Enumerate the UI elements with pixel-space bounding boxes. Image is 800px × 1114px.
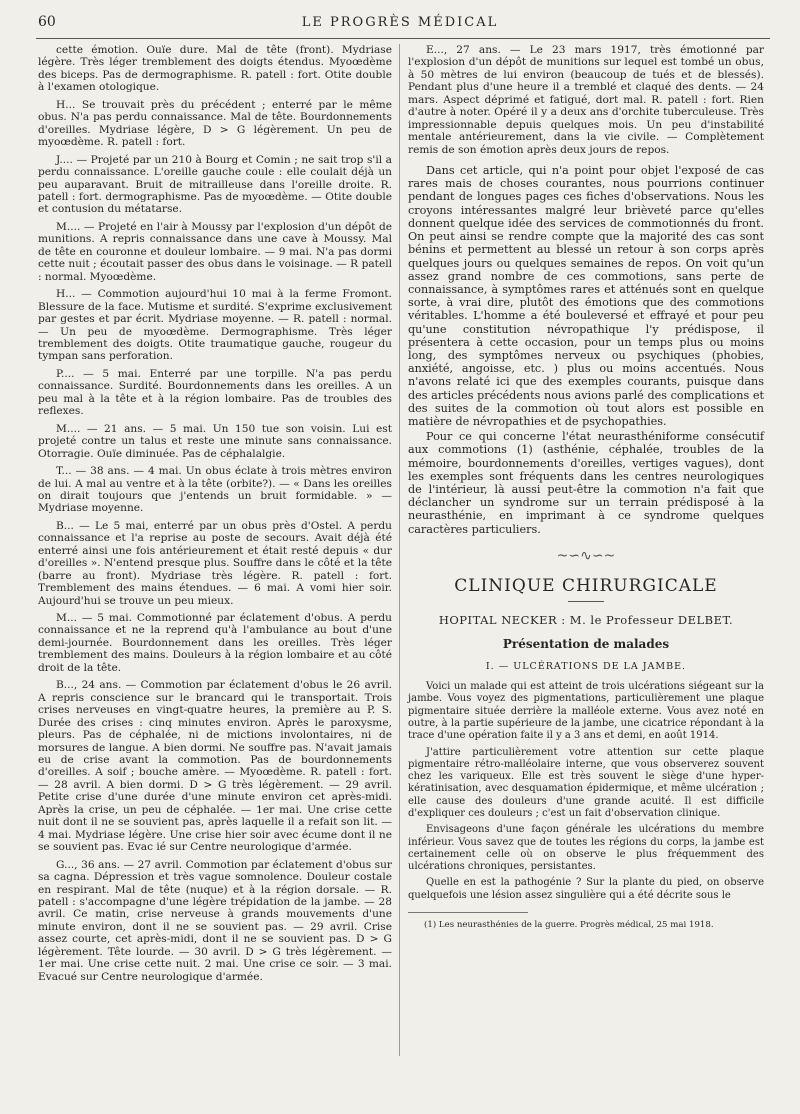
- page-number: 60: [38, 14, 56, 30]
- case-note: B..., 24 ans. — Commotion par éclatement d'obus le 26 avril. A repris conscience sur le brancard qui le transportait. Trois crises nerveuses en vingt-quatre heures, la première au P. S. Durée des crises : cinq minutes environ. Après le paroxysme, pleurs. Pas de céphalée, ni de mictions involontaires, ni de morsures de langue. A bien dormi. Ne souffre pas. N'avait jamais eu de crise avant la commotion. Pas de bourdonnements d'oreilles. A soif ; bouche amère. — Myoœdème. R. patell : fort. — 28 avril. A bien dormi. D > G très légèrement. — 29 avril. Petite crise d'une durée d'une minute environ cet après-midi. Après la crise, un peu de céphalée. — 1er mai. Une crise cette nuit dont il ne se souvient pas, après laquelle il a refait son lit. — 4 mai. Mydriase légère. Une crise hier soir avec écume dont il ne se souvient pas. Evac ié sur Centre neurologique d'armée.: [38, 679, 392, 854]
- case-note: M.... — Projeté en l'air à Moussy par l'explosion d'un dépôt de munitions. A repris connaissance dans une cave à Moussy. Mal de tête en couronne et douleur lombaire. — 9 mai. N'a pas dormi cette nuit ; écoutait passer des obus dans le voisinage. — R patell : normal. Myoœdème.: [38, 220, 392, 283]
- case-note: cette émotion. Ouïe dure. Mal de tête (front). Mydriase légère. Très léger tremblement des doigts étendus. Myoœdème des biceps. Pas de dermographisme. R. patell : fort. Otite double à l'examen otologique.: [38, 44, 392, 94]
- lecture-paragraph: Envisageons d'une façon générale les ulcérations du membre inférieur. Vous savez que de toutes les régions du corps, la jambe est certainement celle où on observe le plus fréquemment des ulcérations chroniques, persistantes.: [408, 824, 764, 873]
- subtitle: Présentation de malades: [502, 637, 670, 652]
- case-note: G..., 36 ans. — 27 avril. Commotion par éclatement d'obus sur sa cagna. Dépression et très vague somnolence. Douleur costale en respirant. Mal de tête (nuque) et à la région dorsale. — R. patell : s'accompagne d'une légère trépidation de la jambe. — 28 avril. Ce matin, crise nerveuse à grands mouvements d'une minute environ, dont il ne se souvient pas. — 29 avril. Crise assez courte, cet après-midi, dont il ne se souvient pas. D > G légèrement. Tête lourde. — 30 avril. D > G très légèrement. — 1er mai. Une crise cette nuit. 2 mai. Une crise ce soir. — 3 mai. Evacué sur Centre neurologique d'armée.: [38, 858, 392, 983]
- lecture-paragraph: J'attire particulièrement votre attention sur cette plaque pigmentaire rétro-malléolaire interne, que vous observerez souvent chez les variqueux. Elle est très souvent le siège d'une hyper-kératinisation, avec desquamation épidermique, et même ulcération ; elle cause des douleurs d'une grande acuité. Il est difficile d'expliquer ces douleurs ; c'est un fait d'observation clinique.: [408, 746, 764, 819]
- article-paragraph: Pour ce qui concerne l'état neurasthéniforme consécutif aux commotions (1) (asthénie, céphalée, troubles de la mémoire, bourdonnements d'oreilles, vertiges vagues), dont les exemples sont fréquents dans les centres neurologiques de l'intérieur, là aussi peut-être la commotion n'a fait que déclancher un syndrome sur un terrain prédisposé à la neurasthénie, en imprimant à ce syndrome quelques caractères particuliers.: [408, 430, 764, 536]
- case-note: M.... — 21 ans. — 5 mai. Un 150 tue son voisin. Lui est projeté contre un talus et reste une minute sans connaissance. Otorragie. Ouïe diminuée. Pas de céphalalgie.: [38, 422, 392, 460]
- ornament-divider: ~∽∿∽~: [556, 547, 616, 564]
- right-column: [408, 44, 764, 932]
- case-note: H... Se trouvait près du précédent ; enterré par le même obus. N'a pas perdu connaissance. Mal de tête. Bourdonnements d'oreilles. Mydriase légère, D > G légèrement. Un peu de myoœdème. R. patell : fort.: [38, 98, 392, 149]
- case-note: B... — Le 5 mai, enterré par un obus près d'Ostel. A perdu connaissance et l'a reprise au poste de secours. Avait déjà été enterré ainsi une fois antérieurement et était resté depuis « dur d'oreilles ». N'entend presque plus. Souffre dans le côté et la tête (barre au front). Mydriase très légère. R. patell : fort. Tremblement des mains étendues. — 6 mai. A vomi hier soir. Aujourd'hui se trouve un peu mieux.: [38, 519, 392, 607]
- subheading: I. — ULCÉRATIONS DE LA JAMBE.: [485, 660, 687, 672]
- article-paragraph: Dans cet article, qui n'a point pour objet l'exposé de cas rares mais de choses courantes, nous pourrions continuer pendant de longues pages ces fiches d'observations. Nous les croyons intéressantes malgré leur brièveté parce qu'elles donnent quelque idée des services de commotionnés du front. On peut ainsi se rendre compte que la majorité des cas sont bénins et permettent au blessé un retour à son corps après quelques jours ou quelques semaines de repos. On voit qu'un assez grand nombre de ces commotions, sans perte de connaissance, à symptômes rares et atténués sont en quelque sorte, à vrai dire, plutôt des émotions que des commotions véritables. L'homme a été bouleversé et effrayé et pour peu qu'une constitution névropathique l'y prédispose, il présentera à cette occasion, pour un temps plus ou moins long, des symptômes nerveux ou psychiques (phobies, anxiété, angoisse, etc. ) plus ou moins accentués. Nous n'avons relaté ici que des exemples courants, puisque dans des articles précédents nous avions parlé des complications et des suites de la commotion où tout alors est possible en matière de névropathies et de psychopathies.: [408, 164, 764, 428]
- article-body: [408, 164, 764, 536]
- left-column: [38, 44, 392, 988]
- case-note: H... — Commotion aujourd'hui 10 mai à la ferme Fromont. Blessure de la face. Mutisme et surdité. S'exprime exclusivement par gestes et par écrit. Mydriase moyenne. — R. patell : normal. — Un peu de myoœdème. Dermographisme. Très léger tremblement des doigts. Otite traumatique gauche, rougeur du tympan sans perforation.: [38, 288, 392, 363]
- footnote: (1) Les neurasthénies de la guerre. Progrès médical, 25 mai 1918.: [424, 920, 714, 931]
- journal-title: LE PROGRÈS MÉDICAL: [301, 15, 499, 30]
- title-rule: [568, 601, 604, 602]
- case-note: J.... — Projeté par un 210 à Bourg et Comin ; ne sait trop s'il a perdu connaissance. L'oreille gauche coule : elle coulait déjà un peu auparavant. Bruit de mitrailleuse dans l'oreille droite. R. patell : fort. dermographisme. Pas de myoœdème. — Otite double et contusion du métatarse.: [38, 153, 392, 216]
- lecture-paragraph: Quelle en est la pathogénie ? Sur la plante du pied, on observe quelquefois une lésion assez singulière qui a été décrite sous le: [408, 877, 764, 901]
- case-note: E..., 27 ans. — Le 23 mars 1917, très émotionné par l'explosion d'un dépôt de munitions sur lequel est tombé un obus, à 50 mètres de lui environ (beaucoup de tués et de blessés). Pendant plus d'une heure il a tremblé et claqué des dents. — 24 mars. Aspect déprimé et fatigué, dort mal. R. patell : fort. Rien d'autre à noter. Opéré il y a deux ans d'orchite tuberculeuse. Très impressionnable depuis quelques mois. Un peu d'instabilité mentale antérieurement, dans la vie civile. — Complètement remis de son émotion après deux jours de repos.: [408, 44, 764, 156]
- lecture-paragraph: Voici un malade qui est atteint de trois ulcérations siégeant sur la jambe. Vous voyez des pigmentations, particulièrement une plaque pigmentaire située derrière la malléole externe. Vous avez noté en outre, à la partie supérieure de la jambe, une cicatrice répondant à la trace d'une opération faite il y a 3 ans et demi, en août 1914.: [408, 681, 764, 742]
- header-rule: [36, 38, 770, 39]
- column-divider: [399, 44, 400, 1056]
- case-note: P.... — 5 mai. Enterré par une torpille. N'a pas perdu connaissance. Surdité. Bourdonnements dans les oreilles. A un peu mal à la tête et à la région lombaire. Pas de troubles des reflexes.: [38, 367, 392, 418]
- lecture-body: [408, 681, 764, 902]
- case-note: T... — 38 ans. — 4 mai. Un obus éclate à trois mètres environ de lui. A mal au ventre et à la tête (orbite?). — « Dans les oreilles on dirait toujours que j'entends un bruit formidable. » — Mydriase moyenne.: [38, 465, 392, 515]
- case-note: M... — 5 mai. Commotionné par éclatement d'obus. A perdu connaissance et ne la reprend qu'à l'ambulance au bout d'une demi-journée. Bourdonnement dans les oreilles. Très léger tremblement des mains. Douleurs à la région lombaire et au côté droit de la tête.: [38, 612, 392, 674]
- footnote-rule: [408, 912, 528, 913]
- hospital-line: HOPITAL NECKER : M. le Professeur DELBET.: [438, 612, 734, 627]
- section-title: CLINIQUE CHIRURGICALE: [454, 576, 718, 597]
